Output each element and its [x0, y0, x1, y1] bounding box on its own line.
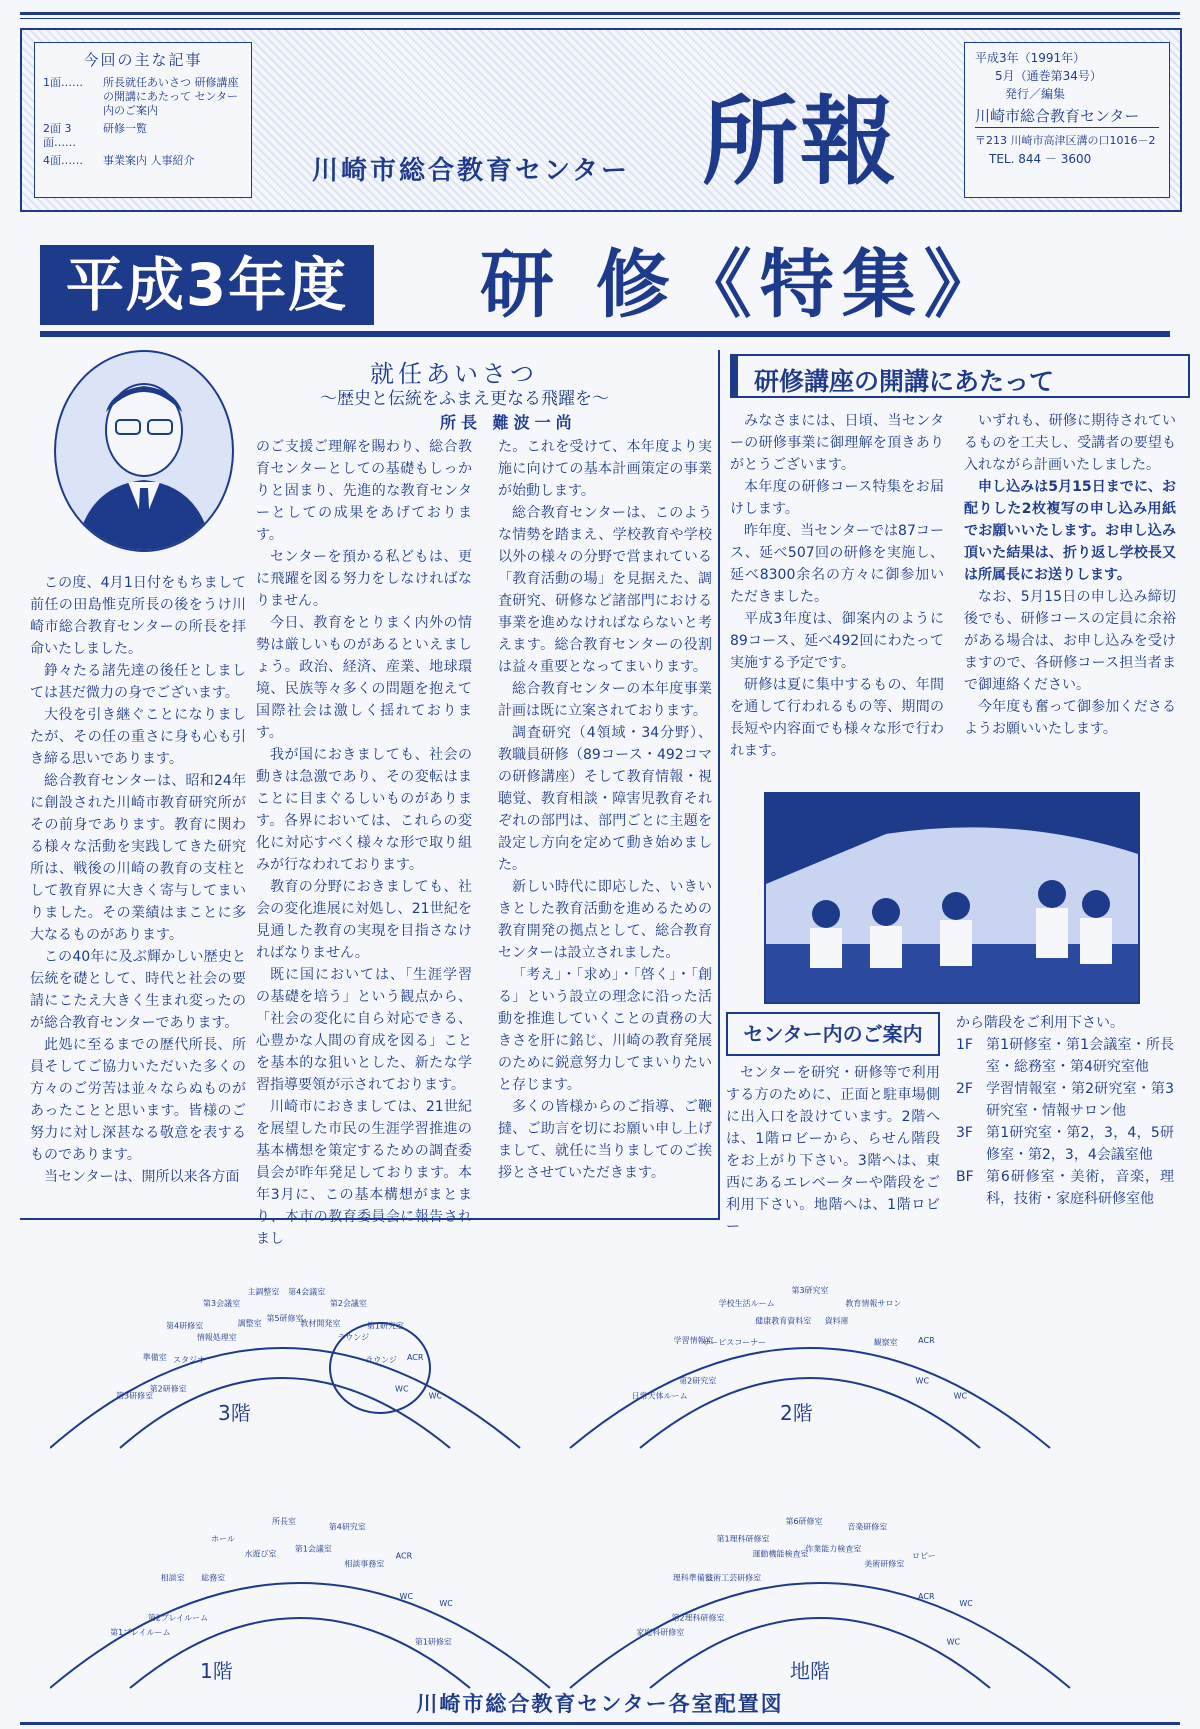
plan-room-label: 第2研修室	[149, 1384, 187, 1394]
paragraph: 昨年度、当センターでは87コース、延べ507回の研修を実施し、延べ8300余名の方々に御参加いただきました。	[730, 523, 944, 605]
plan-room-label: 家庭科研修室	[636, 1627, 685, 1637]
publication-info	[964, 42, 1170, 198]
publication-role: 発行／編集	[1005, 87, 1066, 101]
plan-room-label: 日常天体ルーム	[631, 1391, 688, 1401]
table-of-contents	[34, 42, 252, 198]
plan-room-label: 第3会議室	[203, 1299, 241, 1309]
paragraph: 新しい時代に即応した、いきいきとした教育活動を進めるための教育開発の拠点として、総合教育センターは設立されました。	[498, 879, 712, 961]
guide-text	[726, 1062, 940, 1238]
plan-room-label: 第1理科研修室	[716, 1534, 770, 1544]
plan-room-label: WC	[953, 1391, 968, 1401]
plan-room-label: WC	[959, 1599, 973, 1608]
paragraph: この度、4月1日付をもちまして前任の田島惟克所長の後をうけ川崎市総合教育センターの所長を拝命いたしました。	[30, 575, 246, 657]
plan-room-label: 総務室	[201, 1573, 226, 1583]
paragraph: いずれも、研修に期待されているものを工夫し、受講者の要望も入れながら計画いたしました。	[964, 413, 1176, 473]
plan-room-label: 音楽研修室	[847, 1522, 888, 1532]
plan-room-label: ホール	[211, 1534, 235, 1544]
masthead-org: 川崎市総合教育センター	[312, 156, 630, 186]
training-photo	[764, 792, 1140, 1004]
greeting-column-2	[256, 436, 472, 1250]
plan-label-3f: 3階	[218, 1401, 251, 1425]
opening-article	[726, 350, 1184, 1235]
plan-room-label: 作業能力検査室	[805, 1544, 862, 1554]
plan-room-label: 主調整室	[247, 1287, 280, 1297]
floor-item: 2F 学習情報室・第2研究室・第3研究室・情報サロン他	[956, 1081, 1174, 1119]
paragraph: 本年度の研修コース特集をお届けします。	[730, 479, 944, 517]
banner-rule	[40, 331, 1170, 337]
paragraph: 研修は夏に集中するもの、年間を通して行われるもの等、期間の長短や内容面でも様々な形で行われます。	[730, 677, 944, 759]
plan-label-2f: 2階	[780, 1401, 813, 1425]
plan-room-label: ACR	[395, 1551, 413, 1561]
paragraph: 調査研究（4領域・34分野）、教職員研修（89コース・492コマの研修講座）そして教育情報・視聴覚、教育相談・障害児教育それぞれの部門は、部門ごとに主題を設定し方向を定めて動き始めました。	[498, 725, 712, 873]
plan-room-label: 情報処理室	[196, 1333, 237, 1342]
plan-room-label: 理科準備室	[672, 1573, 713, 1583]
top-rule	[20, 12, 1180, 15]
plan-room-label: 所長室	[272, 1516, 296, 1526]
opening-column-1	[730, 410, 944, 762]
plan-room-label: WC	[915, 1376, 930, 1386]
feature-banner	[40, 242, 1180, 345]
plan-room-label: 美術研修室	[864, 1559, 905, 1569]
paragraph: 教育の分野におきましても、社会の変化進展に対処し、21世紀を見通した教育の実現を目指さなければなりません。	[256, 879, 472, 961]
divider	[975, 127, 1159, 128]
plan-room-label: 健康教育資料室	[755, 1316, 812, 1326]
masthead-title: 所報	[702, 86, 898, 198]
toc-item[interactable]: 1面…… 所長就任あいさつ 研修講座の開講にあたって センター内のご案内	[43, 76, 239, 117]
issue-line: 平成3年（1991年）	[975, 51, 1086, 65]
floor-intro: から階段をご利用下さい。	[956, 1015, 1124, 1031]
plan-room-label: 学習情報室	[673, 1336, 714, 1346]
director-portrait	[54, 350, 234, 552]
guide-title: センター内のご案内	[726, 1012, 940, 1056]
bottom-rule	[20, 1722, 1180, 1725]
masthead	[20, 28, 1182, 212]
plan-room-label: WC	[395, 1384, 409, 1394]
photo-illustration	[766, 794, 1138, 1002]
plan-room-label: 第2研究室	[679, 1376, 717, 1386]
plan-room-label: サービスコーナー	[702, 1337, 767, 1347]
plan-room-label: 第1研究室	[366, 1321, 404, 1331]
paragraph: センターを預かる私どもは、更に飛躍を図る努力をしなければなりません。	[256, 549, 472, 609]
plan-room-label: 第4研修室	[166, 1321, 204, 1331]
paragraph: 大役を引き継ぐことになりましたが、その任の重さに身も心も引き締る思いであります。	[30, 707, 246, 767]
plan-room-label: ACR	[406, 1353, 424, 1362]
paragraph: センターを研究・研修等で利用する方のために、正面と駐車場側に出入口を設けています。2階へは、1階ロビーから、らせん階段をお上がり下さい。3階へは、東西にあるエレベーターや階段をご利用下さい。地階へは、1階ロビー	[726, 1065, 940, 1235]
plan-room-label: 相談事務室	[344, 1559, 385, 1569]
paragraph: た。これを受けて、本年度より実施に向けての基本計画策定の事業が始動します。	[498, 439, 712, 499]
floor-item: 1F 第1研修室・第1会議室・所長室・総務室・第4研究室他	[956, 1037, 1174, 1075]
plan-room-label: 第2理科研修室	[671, 1613, 725, 1623]
greeting-column-3	[498, 436, 712, 1184]
plan-room-label: ラウンジ	[365, 1355, 397, 1365]
floor-item: 3F 第1研究室・第2，3，4，5研修室・第2，3，4会議室他	[956, 1125, 1174, 1163]
plan-room-label: 準備室	[142, 1353, 167, 1362]
paragraph: 「考え」・「求め」・「啓く」・「創る」という設立の理念に沿った活動を推進していくことの責務の大きさを肝に銘じ、川崎の教育発展のために鋭意努力してまいりたいと存じます。	[498, 967, 712, 1093]
plan-label-bf: 地階	[790, 1659, 830, 1683]
plan-room-label: 第4会議室	[288, 1287, 326, 1297]
plan-room-label: WC	[946, 1637, 961, 1647]
greeting-author: 所長 難波一尚	[440, 413, 577, 432]
plan-room-label: 資料庫	[824, 1316, 849, 1326]
paragraph: みなさまには、日頃、当センターの研修事業に御理解を頂きありがとうございます。	[730, 413, 944, 473]
opening-title: 研修講座の開講にあたって	[730, 354, 1190, 398]
toc-item[interactable]: 2面 3面…… 研修一覧	[43, 122, 147, 149]
publisher-address: 〒213 川崎市高津区溝の口1016－2	[975, 134, 1156, 147]
plan-room-label: 観察室	[873, 1337, 898, 1347]
banner-title: 研 修《特集》	[480, 242, 1006, 328]
plan-room-label: 教育情報サロン	[845, 1299, 902, 1309]
floor-list	[956, 1012, 1174, 1210]
plan-room-label: 第2会議室	[329, 1299, 367, 1309]
opening-column-2	[964, 410, 1176, 740]
plan-room-label: 第3研修室	[116, 1391, 154, 1401]
floor-item: BF 第6研修室・美術，音楽，理科，技術・家庭科研修室他	[956, 1169, 1174, 1207]
paragraph: 申し込みは5月15日までに、お配りした2枚複写の申し込み用紙でお願いいたします。お申し込み頂いた結果は、折り返し学校長又は所属長にお送りします。	[964, 479, 1176, 583]
paragraph: 平成3年度は、御案内のように89コース、延べ492回にわたって実施する予定です。	[730, 611, 944, 671]
paragraph: 今年度も奮って御参加くださるようお願いいたします。	[964, 699, 1176, 737]
paragraph: なお、5月15日の申し込み締切後でも、研修コースの定員に余裕がある場合は、お申し込みを受けますので、各研修コース担当者まで御連絡ください。	[964, 589, 1176, 693]
plan-1f-inner	[130, 1618, 470, 1688]
plan-room-label: 技術工芸研修室	[705, 1573, 762, 1583]
plan-label-1f: 1階	[200, 1659, 233, 1683]
plan-room-label: スタジオ	[173, 1355, 205, 1365]
paragraph: この40年に及ぶ輝かしい歴史と伝統を礎として、時代と社会の要請にこたえ大きく生まれ変ったのが総合教育センターであります。	[30, 949, 246, 1031]
plan-room-label: 学校生活ルーム	[718, 1299, 775, 1309]
toc-title: 今回の主な記事	[83, 51, 203, 69]
paragraph: 此処に至るまでの歴代所長、所員そしてご協力いただいた多くの方々のご労苦は並々ならぬものがあったことと思います。皆様のご努力に対し深甚なる敬意を表するものであります。	[30, 1037, 246, 1163]
paragraph: 川崎市におきましては、21世紀を展望した市民の生涯学習推進の基本構想を策定するための調査委員会が昨年発足しております。本年3月に、この基本構想がまとまり、本市の教育委員会に報告されまし	[256, 1099, 472, 1247]
plan-room-label: 第1プレイルーム	[110, 1627, 171, 1637]
plan-room-label: 第1研修室	[414, 1637, 452, 1647]
plan-room-label: 運動機能検査室	[752, 1549, 809, 1559]
plan-room-label: 相談室	[160, 1573, 185, 1583]
greeting-article	[20, 350, 720, 1247]
plan-room-label: ACR	[918, 1336, 935, 1346]
plan-room-label: 調整室	[237, 1318, 262, 1328]
plan-room-label: WC	[399, 1591, 414, 1601]
plan-room-label: 第3研究室	[791, 1286, 829, 1295]
greeting-title: 就任あいさつ	[370, 360, 538, 388]
plan-room-label: 教材開発室	[300, 1318, 341, 1328]
plan-room-label: 第6研修室	[785, 1516, 823, 1526]
paragraph: のご支援ご理解を賜わり、総合教育センターとしての基礎もしっかりと固まり、先進的な教育センターとしての成果をあげております。	[256, 439, 472, 543]
paragraph: 当センターは、開所以来各方面	[44, 1169, 240, 1185]
plan-room-label: ACR	[918, 1591, 935, 1601]
paragraph: 総合教育センターは、昭和24年に創設された川崎市教育研究所がその前身であります。教育に関わる様々な活動を実践してきた研究所は、戦後の川崎の教育の支柱として教育界に大きく寄与してまいりました。その業績はまことに多大なるものがあります。	[30, 773, 246, 943]
paragraph: 多くの皆様からのご指導、ご鞭撻、ご助言を切にお願い申し上げまして、就任に当りましてのご挨拶とさせていただきます。	[498, 1099, 712, 1181]
publisher-org: 川崎市総合教育センター	[975, 107, 1140, 125]
portrait-illustration	[56, 352, 232, 550]
plan-room-label: 水遊び室	[244, 1549, 277, 1559]
plan-room-label: WC	[439, 1599, 453, 1608]
paragraph: 我が国におきましても、社会の動きは急激であり、その変転はまことに目まぐるしいものがあります。各界においては、これらの変化に対応すべく様々な形で取り組みが行なわれております。	[256, 747, 472, 873]
top-rule-thin	[20, 18, 1180, 19]
paragraph: 錚々たる諸先達の後任としましては甚だ微力の身でございます。	[30, 663, 246, 701]
plan-room-label: 第4研究室	[328, 1522, 366, 1532]
floor-plan-caption: 川崎市総合教育センター各室配置図	[416, 1692, 784, 1716]
publisher-tel: TEL. 844 － 3600	[989, 152, 1092, 166]
plan-room-label: WC	[428, 1391, 443, 1401]
paragraph: 既に国においては、「生涯学習の基礎を培う」という観点から、「社会の変化に自ら対応できる、心豊かな人間の育成を図る」ことを基本的な狙いとした、新たな学習指導要領が示されております。	[256, 967, 472, 1093]
plan-room-label: ラウンジ	[337, 1333, 370, 1342]
plan-room-label: 第2プレイルーム	[147, 1613, 209, 1623]
plan-room-label: 第5研修室	[266, 1314, 304, 1323]
floor-plan-diagram	[50, 1228, 1150, 1698]
paragraph: 総合教育センターの本年度事業計画は既に立案されております。	[498, 681, 712, 719]
issue-line: 5月（通巻第34号）	[995, 69, 1102, 83]
plan-room-label: 第1会議室	[294, 1544, 332, 1554]
greeting-subtitle: ～歴史と伝統をふまえ更なる飛躍を～	[320, 389, 609, 409]
plan-room-label: ロビー	[912, 1551, 936, 1561]
toc-item[interactable]: 4面…… 事業案内 人事紹介	[43, 154, 195, 167]
paragraph: 総合教育センターは、このような情勢を踏まえ、学校教育や学校以外の様々の分野で営まれている「教育活動の場」を見据えた、調査研究、研修など諸部門における事業を進めなければならないと考えます。総合教育センターの役割は益々重要となってまいります。	[498, 505, 712, 675]
banner-year: 平成3年度	[40, 245, 374, 325]
paragraph: 今日、教育をとりまく内外の情勢は厳しいものがあるといえましょう。政治、経済、産業、地球環境、民族等々多くの問題を抱えて国際社会は激しく揺れております。	[256, 615, 472, 741]
greeting-column-1	[30, 572, 246, 1188]
